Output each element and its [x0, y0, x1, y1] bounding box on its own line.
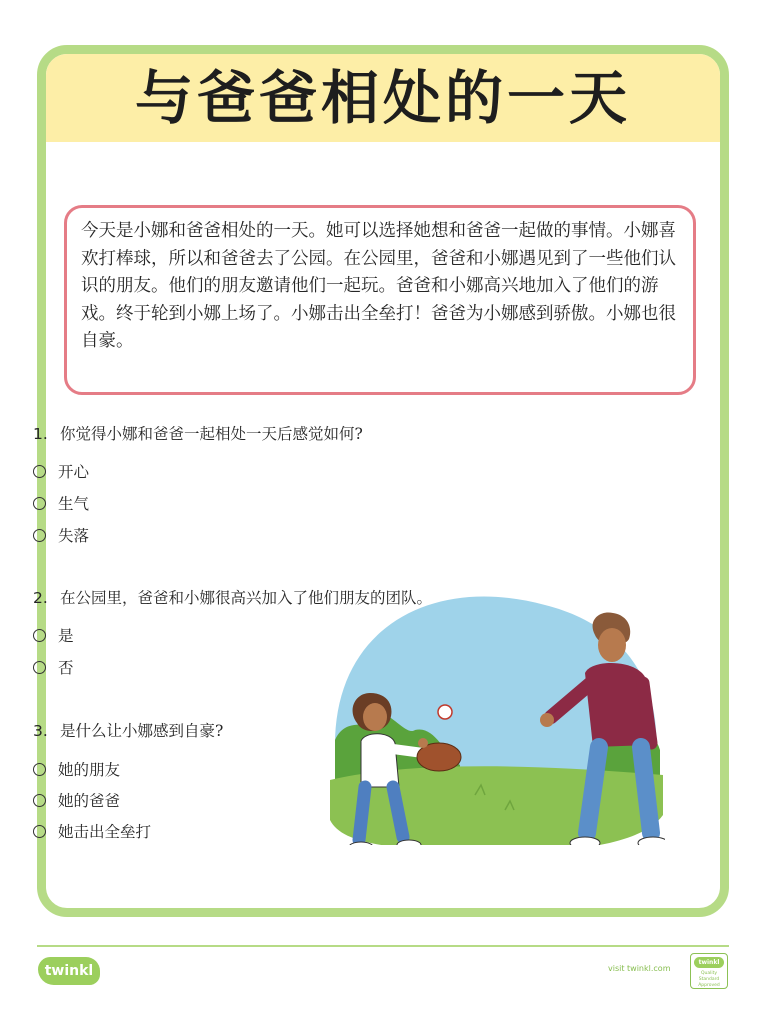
title-band — [46, 54, 720, 142]
option-label: 否 — [58, 659, 74, 677]
radio-circle-icon[interactable] — [33, 825, 46, 838]
option-1-3[interactable] — [33, 526, 89, 546]
option-label: 她的朋友 — [58, 761, 121, 779]
option-label: 生气 — [58, 495, 90, 513]
question-number: 2. — [33, 589, 48, 607]
story-text: 今天是小娜和爸爸相处的一天。她可以选择她想和爸爸一起做的事情。小娜喜欢打棒球，所以和爸爸去了公园。在公园里，爸爸和小娜遇见到了一些他们认识的朋友。他们的朋友邀请他们一起玩。爸爸和小娜高兴地加入了他们的游戏。终于轮到小娜上场了。小娜击出全垒打！爸爸为小娜感到骄傲。小娜也很自豪。 — [81, 221, 676, 351]
story-box — [64, 205, 696, 395]
radio-circle-icon[interactable] — [33, 661, 46, 674]
question-number: 3. — [33, 722, 48, 740]
baseball — [438, 705, 452, 719]
question-1 — [33, 424, 363, 444]
option-2-2[interactable] — [33, 658, 74, 678]
option-1-2[interactable] — [33, 494, 89, 514]
question-3 — [33, 721, 223, 741]
badge-caption: Quality Standard Approved — [698, 971, 720, 988]
option-1-1[interactable] — [33, 462, 89, 482]
radio-circle-icon[interactable] — [33, 465, 46, 478]
option-3-3[interactable] — [33, 822, 151, 842]
option-label: 是 — [58, 627, 74, 645]
radio-circle-icon[interactable] — [33, 629, 46, 642]
radio-circle-icon[interactable] — [33, 763, 46, 776]
option-2-1[interactable] — [33, 626, 74, 646]
badge-title: twinkl — [694, 957, 724, 968]
radio-circle-icon[interactable] — [33, 529, 46, 542]
question-text: 是什么让小娜感到自豪? — [60, 722, 224, 740]
page-title: 与爸爸相处的一天 — [134, 64, 631, 132]
quality-badge-icon — [690, 953, 728, 989]
option-label: 失落 — [58, 527, 90, 545]
question-text: 在公园里，爸爸和小娜很高兴加入了他们朋友的团队。 — [60, 589, 433, 607]
question-number: 1. — [33, 425, 48, 443]
option-label: 开心 — [58, 463, 90, 481]
option-label: 她的爸爸 — [58, 792, 121, 810]
twinkl-logo: twinkl — [38, 957, 100, 985]
option-label: 她击出全垒打 — [58, 823, 152, 841]
option-3-2[interactable] — [33, 791, 120, 811]
baseball-illustration — [295, 565, 665, 845]
footer-divider — [37, 945, 729, 947]
radio-circle-icon[interactable] — [33, 497, 46, 510]
radio-circle-icon[interactable] — [33, 794, 46, 807]
question-text: 你觉得小娜和爸爸一起相处一天后感觉如何? — [60, 425, 363, 443]
option-3-1[interactable] — [33, 760, 120, 780]
visit-link[interactable]: visit twinkl.com — [608, 964, 671, 973]
